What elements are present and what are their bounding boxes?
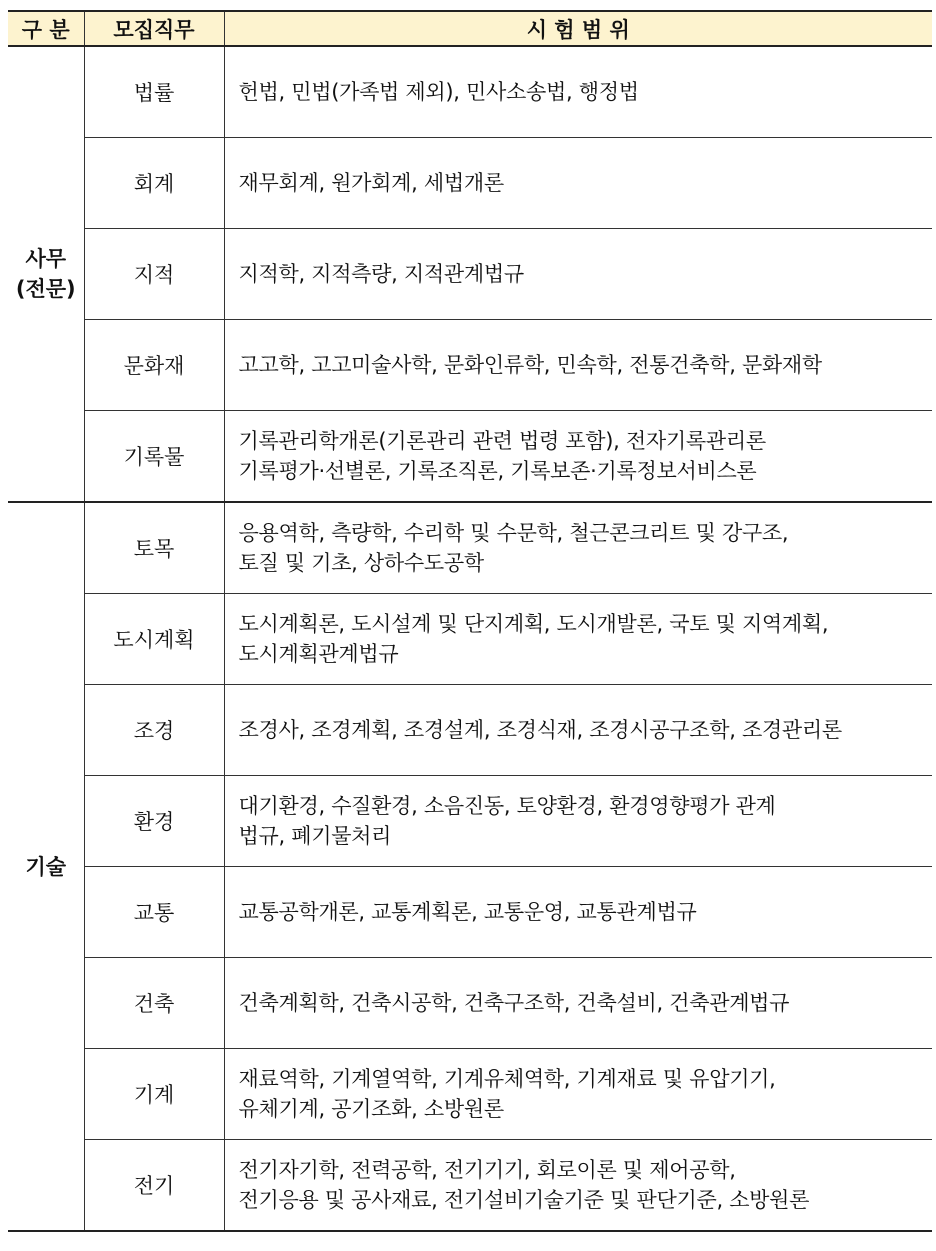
scope-cell: 고고학, 고고미술사학, 문화인류학, 민속학, 전통건축학, 문화재학 bbox=[224, 320, 932, 411]
job-cell: 기계 bbox=[84, 1049, 224, 1140]
scope-cell: 기록관리학개론(기론관리 관련 법령 포함), 전자기록관리론 기록평가·선별론, 기록조직론, 기록보존·기록정보서비스론 bbox=[224, 411, 932, 503]
table-row bbox=[8, 320, 932, 411]
job-cell: 건축 bbox=[84, 958, 224, 1049]
table-row bbox=[8, 685, 932, 776]
scope-cell: 지적학, 지적측량, 지적관계법규 bbox=[224, 229, 932, 320]
scope-cell: 도시계획론, 도시설계 및 단지계획, 도시개발론, 국토 및 지역계획, 도시계획관계법규 bbox=[224, 594, 932, 685]
table-row bbox=[8, 46, 932, 138]
scope-cell: 전기자기학, 전력공학, 전기기기, 회로이론 및 제어공학, 전기응용 및 공사재료, 전기설비기술기준 및 판단기준, 소방원론 bbox=[224, 1140, 932, 1232]
job-cell: 도시계획 bbox=[84, 594, 224, 685]
job-cell: 조경 bbox=[84, 685, 224, 776]
job-cell: 기록물 bbox=[84, 411, 224, 503]
exam-scope-table bbox=[8, 10, 932, 1232]
table-row bbox=[8, 1049, 932, 1140]
scope-cell: 조경사, 조경계획, 조경설계, 조경식재, 조경시공구조학, 조경관리론 bbox=[224, 685, 932, 776]
scope-cell: 교통공학개론, 교통계획론, 교통운영, 교통관계법규 bbox=[224, 867, 932, 958]
scope-cell: 건축계획학, 건축시공학, 건축구조학, 건축설비, 건축관계법규 bbox=[224, 958, 932, 1049]
header-category: 구 분 bbox=[8, 11, 84, 46]
table-row bbox=[8, 594, 932, 685]
scope-cell: 대기환경, 수질환경, 소음진동, 토양환경, 환경영향평가 관계 법규, 폐기물처리 bbox=[224, 776, 932, 867]
scope-cell: 재료역학, 기계열역학, 기계유체역학, 기계재료 및 유압기기, 유체기계, 공기조화, 소방원론 bbox=[224, 1049, 932, 1140]
job-cell: 지적 bbox=[84, 229, 224, 320]
table-row bbox=[8, 502, 932, 594]
table-row bbox=[8, 1140, 932, 1232]
table-row bbox=[8, 867, 932, 958]
table-row bbox=[8, 776, 932, 867]
job-cell: 전기 bbox=[84, 1140, 224, 1232]
header-scope: 시 험 범 위 bbox=[224, 11, 932, 46]
job-cell: 환경 bbox=[84, 776, 224, 867]
job-cell: 문화재 bbox=[84, 320, 224, 411]
job-cell: 회계 bbox=[84, 138, 224, 229]
header-job: 모집직무 bbox=[84, 11, 224, 46]
table-row bbox=[8, 138, 932, 229]
scope-cell: 재무회계, 원가회계, 세법개론 bbox=[224, 138, 932, 229]
job-cell: 교통 bbox=[84, 867, 224, 958]
table-row bbox=[8, 229, 932, 320]
scope-cell: 헌법, 민법(가족법 제외), 민사소송법, 행정법 bbox=[224, 46, 932, 138]
job-cell: 법률 bbox=[84, 46, 224, 138]
scope-cell: 응용역학, 측량학, 수리학 및 수문학, 철근콘크리트 및 강구조, 토질 및 기초, 상하수도공학 bbox=[224, 502, 932, 594]
job-cell: 토목 bbox=[84, 502, 224, 594]
table-body bbox=[8, 46, 932, 1231]
category-cell: 사무 (전문) bbox=[8, 46, 84, 502]
header-row bbox=[8, 11, 932, 46]
table-row bbox=[8, 411, 932, 503]
category-cell: 기술 bbox=[8, 502, 84, 1231]
table-row bbox=[8, 958, 932, 1049]
